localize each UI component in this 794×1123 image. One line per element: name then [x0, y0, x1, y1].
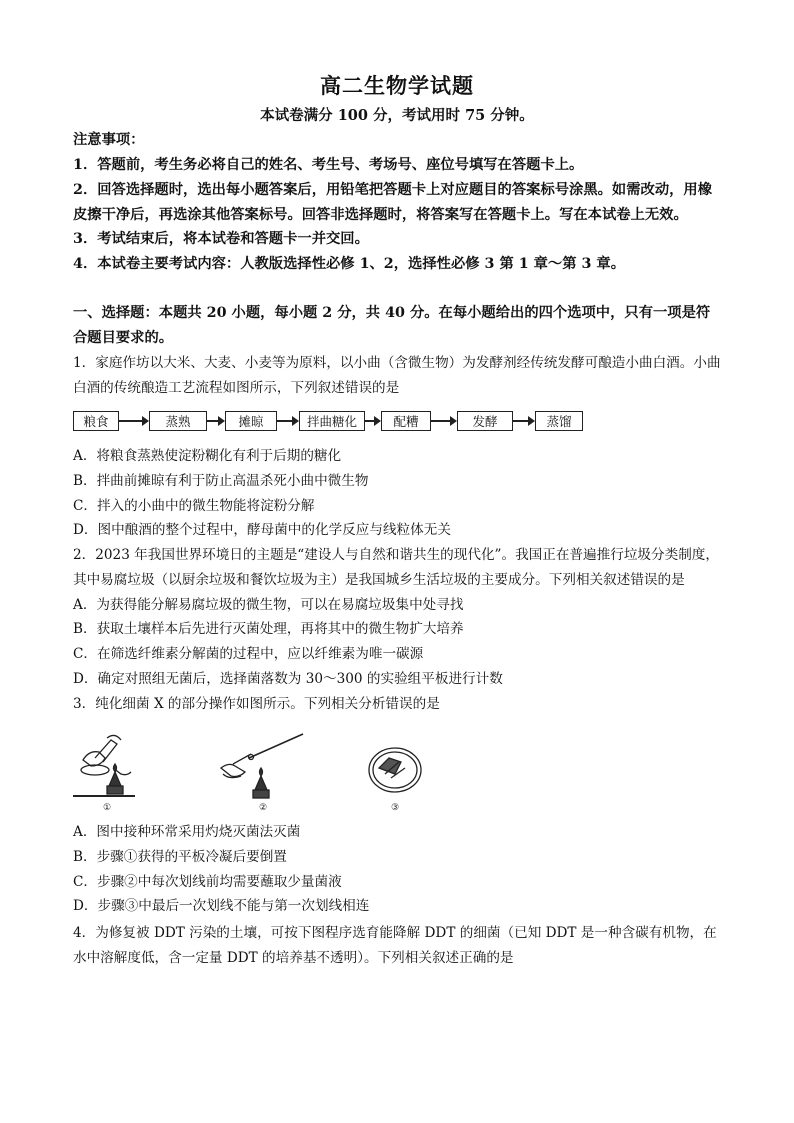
flow-arrow-icon [277, 420, 297, 422]
note-item: 1．答题前，考生务必将自己的姓名、考生号、考场号、座位号填写在答题卡上。 [73, 157, 584, 173]
figure-label: ③ [390, 803, 400, 813]
question-1-stem: 1．家庭作坊以大米、大麦、小麦等为原料，以小曲（含微生物）为发酵剂经传统发酵可酿造小曲白酒。小曲白酒的传统酿造工艺流程如图所示，下列叙述错误的是 [73, 355, 721, 396]
figure-label: ① [102, 803, 112, 813]
option-c: C．拌入的小曲中的微生物能将淀粉分解 [73, 497, 315, 514]
figure-label: ② [258, 803, 268, 813]
note-item: 4．本试卷主要考试内容：人教版选择性必修 1、2，选择性必修 3 第 1 章～第 3 章。 [73, 256, 626, 273]
option-b: B．步骤①获得的平板冷凝后要倒置 [73, 848, 287, 865]
note-item: 2．回答选择题时，选出每小题答案后，用铅笔把答题卡上对应题目的答案标号涂黑。如需改动，用橡皮擦干净后，再选涂其他答案标号。回答非选择题时，将答案写在答题卡上。写在本试卷上无效。 [73, 181, 713, 223]
option-a: A．图中接种环常采用灼烧灭菌法灭菌 [73, 824, 301, 840]
question-3-stem: 3．纯化细菌 X 的部分操作如图所示。下列相关分析错误的是 [73, 696, 440, 712]
question-2 [73, 543, 723, 692]
flow-step: 蒸馏 [535, 411, 583, 431]
flow-arrow-icon [119, 420, 147, 422]
option-a: A．为获得能分解易腐垃圾的微生物，可以在易腐垃圾集中处寻找 [73, 596, 464, 613]
flow-step: 摊晾 [225, 411, 277, 431]
notes-list [73, 153, 723, 277]
exam-subtitle: 本试卷满分 100 分，考试用时 75 分钟。 [260, 107, 534, 124]
page-title: 高二生物学试题 [320, 74, 474, 98]
note-item: 3．考试结束后，将本试卷和答题卡一并交回。 [73, 231, 369, 248]
option-d: D．确定对照组无菌后，选择菌落数为 30～300 的实验组平板进行计数 [73, 670, 503, 687]
question-2-stem: 2．2023 年我国世界环境日的主题是“建设人与自然和谐共生的现代化”。我国正在普遍推行垃圾分类制度，其中易腐垃圾（以厨余垃圾和餐饮垃圾为主）是我国城乡生活垃圾的主要成分。下列相关叙述错误的是 [73, 547, 719, 588]
flow-arrow-icon [431, 420, 455, 422]
streaked-plate-illustration [369, 748, 421, 792]
question-1-options [73, 444, 723, 543]
option-a: A．将粮食蒸熟使淀粉糊化有利于后期的糖化 [73, 448, 342, 464]
option-b: B．获取土壤样本后先进行灭菌处理，再将其中的微生物扩大培养 [73, 621, 464, 638]
section-heading: 一、选择题：本题共 20 小题，每小题 2 分，共 40 分。在每小题给出的四个选项中，只有一项是符合题目要求的。 [73, 305, 711, 346]
flow-step: 发酵 [457, 411, 513, 431]
flow-arrow-icon [513, 420, 533, 422]
question-3-options [73, 820, 723, 919]
option-c: C．在筛选纤维素分解菌的过程中，应以纤维素为唯一碳源 [73, 646, 424, 663]
flow-step: 拌曲糖化 [299, 411, 365, 431]
flow-arrow-icon [365, 420, 379, 422]
option-d: D．步骤③中最后一次划线不能与第一次划线相连 [73, 898, 370, 915]
pour-plate-illustration [73, 735, 135, 796]
flow-step: 配糟 [381, 411, 431, 431]
flow-arrow-icon [207, 420, 223, 422]
flame-loop-illustration [221, 734, 303, 798]
brewing-flowchart [73, 407, 585, 437]
streak-plate-figure [73, 728, 433, 814]
question-4-stem: 4．为修复被 DDT 污染的土壤，可按下图程序选育能降解 DDT 的细菌（已知 DDT 是一种含碳有机物，在水中溶解度低，含一定量 DDT 的培养基不透明）。下列相关叙述正确的是 [73, 925, 717, 966]
option-d: D．图中酿酒的整个过程中，酵母菌中的化学反应与线粒体无关 [73, 522, 451, 539]
option-b: B．拌曲前摊晾有利于防止高温杀死小曲中微生物 [73, 472, 369, 489]
flow-step: 粮食 [73, 411, 119, 431]
notes-heading: 注意事项： [73, 132, 145, 148]
flow-step: 蒸熟 [149, 411, 207, 431]
option-c: C．步骤②中每次划线前均需要蘸取少量菌液 [73, 873, 342, 890]
